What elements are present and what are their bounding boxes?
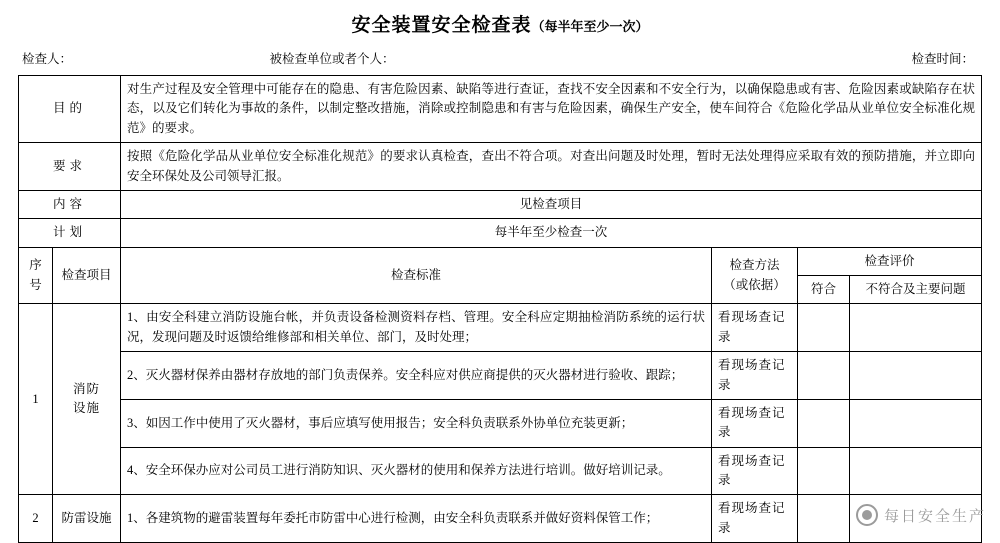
purpose-row bbox=[19, 76, 982, 143]
table-row bbox=[19, 447, 982, 495]
requirement-row bbox=[19, 143, 982, 191]
header-method bbox=[711, 247, 797, 304]
header-item: 检查项目 bbox=[53, 247, 121, 304]
time-label: 检查时间： bbox=[911, 52, 974, 66]
row-eval-ng[interactable] bbox=[849, 304, 981, 352]
row-item-line1: 消防 bbox=[73, 382, 101, 396]
row-method: 看现场查记录 bbox=[711, 399, 797, 447]
row-standard: 1、由安全科建立消防设施台帐，并负责设备检测资料存档、管理。安全科应定期抽检消防系统的运行状况，发现问题及时返馈给维修部和相关单位、部门，及时处理； bbox=[121, 304, 712, 352]
header-eval-ok: 符合 bbox=[797, 276, 849, 304]
row-item: 防雷设施 bbox=[53, 495, 121, 543]
row-eval-ng[interactable] bbox=[849, 352, 981, 400]
unit-label: 被检查单位或者个人： bbox=[269, 52, 395, 66]
row-eval-ok[interactable] bbox=[797, 399, 849, 447]
row-eval-ok[interactable] bbox=[797, 352, 849, 400]
row-eval-ng[interactable] bbox=[849, 399, 981, 447]
row-item bbox=[53, 304, 121, 495]
row-standard: 3、如因工作中使用了灭火器材，事后应填写使用报告；安全科负责联系外协单位充装更新； bbox=[121, 399, 712, 447]
page-title bbox=[18, 0, 982, 43]
inspector-label: 检查人： bbox=[22, 52, 73, 66]
plan-text: 每半年至少检查一次 bbox=[121, 219, 982, 247]
header-standard: 检查标准 bbox=[121, 247, 712, 304]
content-text: 见检查项目 bbox=[121, 190, 982, 218]
table-row bbox=[19, 399, 982, 447]
content-row bbox=[19, 190, 982, 218]
row-eval-ng[interactable] bbox=[849, 447, 981, 495]
header-method-line1: 检查方法 bbox=[729, 258, 780, 273]
row-standard: 2、灭火器材保养由器材存放地的部门负责保养。安全科应对供应商提供的灭火器材进行验收、跟踪； bbox=[121, 352, 712, 400]
table-row bbox=[19, 352, 982, 400]
row-seq: 2 bbox=[19, 495, 53, 543]
row-item-line2: 设施 bbox=[73, 401, 101, 416]
row-standard: 4、安全环保办应对公司员工进行消防知识、灭火器材的使用和保养方法进行培训。做好培训记录。 bbox=[121, 447, 712, 495]
table-row bbox=[19, 495, 982, 543]
row-seq: 1 bbox=[19, 304, 53, 495]
header-evaluation: 检查评价 bbox=[797, 247, 981, 275]
watermark-text: 每日安全生产 bbox=[883, 508, 986, 525]
purpose-text: 对生产过程及安全管理中可能存在的隐患、有害危险因素、缺陷等进行查证，查找不安全因素和不安全行为，以确保隐患或有害、危险因素或缺陷存在状态，以及它们转化为事故的条件，以制定整改措施，消除或控制隐患和有害与危险因素，确保生产安全，使车间符合《危险化学品从业单位安全标准化规范》的要求。 bbox=[121, 76, 982, 143]
table-row bbox=[19, 304, 982, 352]
row-method: 看现场查记录 bbox=[711, 304, 797, 352]
table-header-row-1 bbox=[19, 247, 982, 275]
checklist-table bbox=[18, 75, 982, 543]
row-eval-ok[interactable] bbox=[797, 495, 849, 543]
plan-label: 计划 bbox=[19, 219, 121, 247]
row-eval-ok[interactable] bbox=[797, 304, 849, 352]
header-method-line2: （或依据） bbox=[723, 277, 786, 292]
content-label: 内容 bbox=[19, 190, 121, 218]
header-eval-ng: 不符合及主要问题 bbox=[849, 276, 981, 304]
row-method: 看现场查记录 bbox=[711, 352, 797, 400]
page-title-suffix: （每半年至少一次） bbox=[531, 19, 649, 34]
requirement-label: 要求 bbox=[19, 143, 121, 191]
requirement-text: 按照《危险化学品从业单位安全标准化规范》的要求认真检查，查出不符合项。对查出问题及时处理，暂时无法处理得应采取有效的预防措施，并立即向安全环保处及公司领导汇报。 bbox=[121, 143, 982, 191]
meta-row bbox=[18, 43, 982, 75]
header-seq: 序号 bbox=[19, 247, 53, 304]
row-eval-ng[interactable] bbox=[849, 495, 981, 543]
purpose-label: 目的 bbox=[19, 76, 121, 143]
plan-row bbox=[19, 219, 982, 247]
row-method: 看现场查记录 bbox=[711, 447, 797, 495]
row-eval-ok[interactable] bbox=[797, 447, 849, 495]
row-method: 看现场查记录 bbox=[711, 495, 797, 543]
row-standard: 1、各建筑物的避雷装置每年委托市防雷中心进行检测，由安全科负责联系并做好资料保管工作； bbox=[121, 495, 712, 543]
page-title-text: 安全装置安全检查表 bbox=[351, 15, 532, 36]
